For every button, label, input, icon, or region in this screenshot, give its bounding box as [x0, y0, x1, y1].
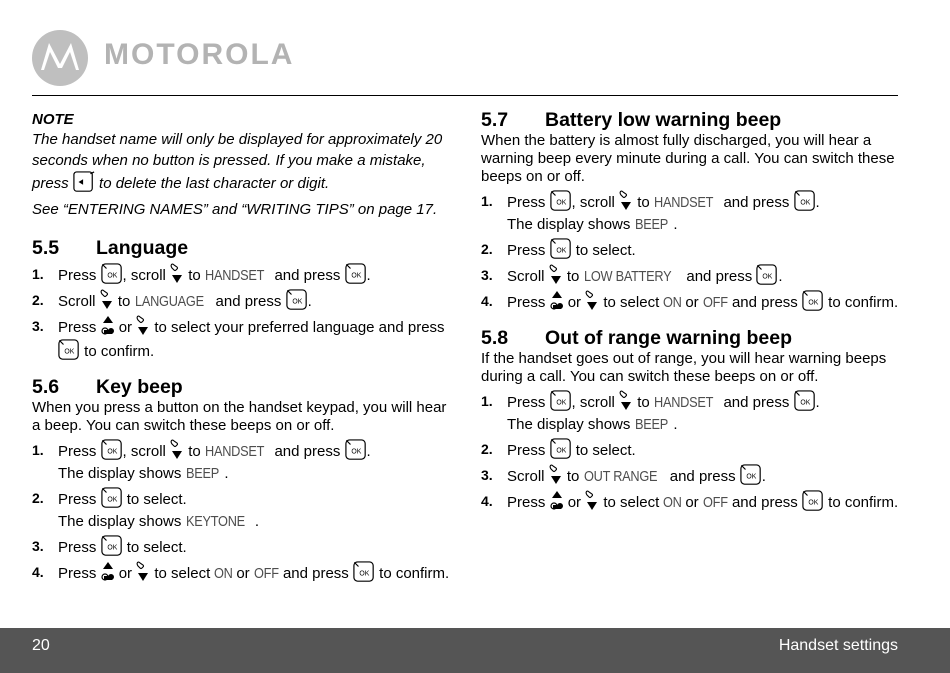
step-text: or	[685, 494, 699, 511]
note-block	[32, 110, 452, 219]
section-key-beep	[32, 375, 452, 585]
step-text: Press	[58, 491, 97, 508]
scroll-down-icon	[170, 263, 184, 285]
step-text: Press	[58, 319, 97, 336]
step-text: to select.	[126, 539, 187, 556]
list-item	[32, 439, 452, 485]
step-number: 2.	[32, 490, 44, 506]
ok-key-icon	[740, 464, 762, 486]
left-column	[32, 108, 452, 587]
motorola-logo	[32, 30, 332, 88]
scroll-up-down-icon	[550, 490, 564, 512]
display-text: KEYTONE	[185, 513, 245, 530]
step-text: Press	[507, 442, 546, 459]
display-text: LANGUAGE	[134, 293, 204, 310]
scroll-down-icon	[136, 561, 150, 583]
scroll-down-icon	[170, 439, 184, 461]
brand-wordmark: MOTOROLA	[104, 38, 295, 71]
display-text: OFF	[702, 294, 728, 311]
section-title: Battery low warning beep	[545, 109, 782, 131]
steps-list	[32, 263, 452, 363]
step-text: or	[567, 294, 582, 311]
scroll-up-down-icon	[101, 315, 115, 337]
scroll-down-icon	[549, 264, 563, 286]
display-note	[58, 463, 452, 485]
ok-key-icon	[794, 190, 816, 212]
step-text: to confirm.	[84, 343, 155, 360]
section-intro: When you press a button on the handset keypad, you will hear a beep. You can switch these beeps on or off.	[32, 399, 447, 434]
step-text: to confirm.	[828, 494, 899, 511]
step-number: 4.	[481, 493, 493, 509]
display-text: ON	[663, 294, 683, 311]
display-text: OUT RANGE	[583, 468, 657, 485]
section-heading	[481, 108, 901, 132]
step-text: and press	[669, 468, 736, 485]
step-number: 2.	[32, 292, 44, 308]
display-text: BEEP	[634, 216, 668, 233]
scroll-down-icon	[136, 315, 150, 337]
section-heading	[32, 375, 452, 399]
steps-list	[481, 390, 901, 514]
header-divider	[32, 95, 898, 96]
ok-key-icon	[353, 561, 375, 583]
list-item	[32, 561, 452, 585]
step-text: and press	[274, 443, 341, 460]
step-number: 2.	[481, 441, 493, 457]
section-language	[32, 236, 452, 363]
display-text: BEEP	[185, 465, 219, 482]
step-number: 2.	[481, 241, 493, 257]
step-text: The display shows	[507, 216, 631, 233]
step-number: 3.	[481, 467, 493, 483]
ok-key-icon	[550, 190, 572, 212]
scroll-up-down-icon	[550, 290, 564, 312]
note-text	[32, 129, 452, 194]
note-reference: See “ENTERING NAMES” and “WRITING TIPS” on page 17.	[32, 201, 438, 218]
step-text: to confirm.	[379, 565, 450, 582]
section-title: Key beep	[96, 376, 183, 398]
list-item	[481, 464, 901, 488]
display-text: ON	[663, 494, 683, 511]
steps-list	[481, 190, 901, 314]
step-text: .	[673, 216, 678, 233]
ok-key-icon	[756, 264, 778, 286]
list-item	[481, 490, 901, 514]
step-text: The display shows	[58, 513, 182, 530]
list-item	[481, 390, 901, 436]
step-text: Scroll	[58, 293, 96, 310]
section-intro: When the battery is almost fully discharged, you will hear a warning beep every minute during a call. You can switch these beeps on or off.	[481, 132, 895, 185]
list-item	[481, 238, 901, 262]
step-text: Press	[507, 494, 546, 511]
step-text: and press	[723, 194, 790, 211]
step-text: to select	[603, 494, 660, 511]
step-number: 1.	[32, 266, 44, 282]
list-item	[32, 487, 452, 533]
section-number: 5.8	[481, 327, 509, 349]
scroll-down-icon	[549, 464, 563, 486]
step-text: Press	[507, 294, 546, 311]
section-heading	[32, 236, 452, 260]
display-note	[507, 214, 901, 236]
note-text-end: to delete the last character or digit.	[99, 175, 330, 192]
step-text: .	[254, 513, 260, 530]
step-number: 3.	[32, 538, 44, 554]
step-text: or	[236, 565, 250, 582]
note-title: NOTE	[32, 111, 74, 128]
steps-list	[32, 439, 452, 585]
step-text: to select.	[575, 442, 636, 459]
step-text: to	[117, 293, 131, 310]
step-text: .	[366, 443, 371, 460]
step-text: or	[118, 565, 133, 582]
list-item	[481, 264, 901, 288]
section-number: 5.7	[481, 109, 509, 131]
step-text: .	[224, 465, 229, 482]
step-text: Scroll	[507, 468, 545, 485]
step-text: .	[761, 468, 766, 485]
ok-key-icon	[345, 439, 367, 461]
step-text: Press	[58, 565, 97, 582]
step-text: Press	[58, 539, 97, 556]
list-item	[32, 535, 452, 559]
scroll-down-icon	[585, 490, 599, 512]
ok-key-icon	[550, 390, 572, 412]
step-number: 4.	[32, 564, 44, 580]
ok-key-icon	[794, 390, 816, 412]
step-text: .	[366, 267, 371, 284]
step-text: to	[637, 394, 650, 411]
step-text: and press	[731, 294, 798, 311]
step-text: to select your preferred language and press	[154, 319, 445, 336]
step-number: 1.	[32, 442, 44, 458]
ok-key-icon	[101, 487, 123, 509]
display-note	[58, 511, 452, 533]
display-text: HANDSET	[204, 443, 265, 460]
step-text: Scroll	[507, 268, 545, 285]
step-text: to	[566, 468, 580, 485]
display-text: HANDSET	[653, 194, 714, 211]
display-note	[507, 414, 901, 436]
step-text: .	[778, 268, 783, 285]
ok-key-icon	[550, 438, 572, 460]
step-text: or	[567, 494, 582, 511]
step-text: to select.	[575, 242, 636, 259]
step-number: 1.	[481, 393, 493, 409]
ok-key-icon	[345, 263, 367, 285]
footer-section-title: Handset settings	[778, 637, 898, 654]
ok-key-icon	[101, 439, 123, 461]
ok-key-icon	[101, 535, 123, 557]
step-text: Press	[507, 394, 546, 411]
note-text-main: The handset name will only be displayed for approximately 20 seconds when no button is pressed. If you make a mistake, press	[32, 131, 443, 192]
page-footer	[0, 628, 950, 673]
step-number: 4.	[481, 293, 493, 309]
list-item	[481, 438, 901, 462]
step-text: Press	[58, 267, 97, 284]
step-text: to select.	[126, 491, 187, 508]
section-title: Out of range warning beep	[545, 327, 793, 349]
step-text: , scroll	[571, 194, 615, 211]
list-item	[32, 263, 452, 287]
step-text: and press	[731, 494, 798, 511]
display-text: OFF	[702, 494, 728, 511]
step-text: Press	[58, 443, 97, 460]
ok-key-icon	[802, 290, 824, 312]
back-key-icon	[73, 171, 95, 193]
list-item	[32, 315, 452, 363]
step-text: .	[815, 194, 820, 211]
right-column	[481, 108, 901, 516]
step-number: 1.	[481, 193, 493, 209]
step-text: , scroll	[571, 394, 615, 411]
section-battery-low	[481, 108, 901, 314]
step-text: and press	[215, 293, 282, 310]
section-number: 5.6	[32, 376, 60, 398]
list-item	[481, 190, 901, 236]
ok-key-icon	[550, 238, 572, 260]
scroll-down-icon	[100, 289, 114, 311]
step-text: .	[815, 394, 820, 411]
step-text: .	[307, 293, 312, 310]
list-item	[32, 289, 452, 313]
display-text: HANDSET	[653, 394, 714, 411]
section-number: 5.5	[32, 237, 60, 259]
step-text: to select	[154, 565, 211, 582]
step-text: to	[188, 443, 201, 460]
ok-key-icon	[101, 263, 123, 285]
step-text: or	[118, 319, 133, 336]
section-heading	[481, 326, 901, 350]
step-text: and press	[274, 267, 341, 284]
step-text: or	[685, 294, 699, 311]
step-number: 3.	[32, 318, 44, 334]
display-text: LOW BATTERY	[583, 268, 671, 285]
step-text: and press	[723, 394, 790, 411]
step-text: , scroll	[122, 443, 166, 460]
ok-key-icon	[802, 490, 824, 512]
display-text: OFF	[253, 565, 279, 582]
step-text: to	[637, 194, 650, 211]
step-text: to select	[603, 294, 660, 311]
scroll-down-icon	[619, 190, 633, 212]
scroll-down-icon	[585, 290, 599, 312]
step-text: and press	[282, 565, 349, 582]
ok-key-icon	[58, 339, 80, 361]
step-text: and press	[686, 268, 753, 285]
list-item	[481, 290, 901, 314]
ok-key-icon	[286, 289, 308, 311]
display-text: BEEP	[634, 416, 668, 433]
step-text: .	[673, 416, 678, 433]
step-text: Press	[507, 242, 546, 259]
step-text: The display shows	[507, 416, 631, 433]
page-number: 20	[32, 637, 50, 654]
step-text: to	[188, 267, 201, 284]
step-text: , scroll	[122, 267, 166, 284]
scroll-up-down-icon	[101, 561, 115, 583]
step-text: to	[566, 268, 580, 285]
display-text: HANDSET	[204, 267, 265, 284]
motorola-batwing-icon	[32, 30, 88, 86]
scroll-down-icon	[619, 390, 633, 412]
section-title: Language	[96, 237, 189, 259]
step-text: Press	[507, 194, 546, 211]
section-out-of-range	[481, 326, 901, 514]
display-text: ON	[214, 565, 234, 582]
section-intro: If the handset goes out of range, you will hear warning beeps during a call. You can switch these beeps on or off.	[481, 350, 887, 385]
step-number: 3.	[481, 267, 493, 283]
step-text: to confirm.	[828, 294, 899, 311]
step-text: The display shows	[58, 465, 182, 482]
